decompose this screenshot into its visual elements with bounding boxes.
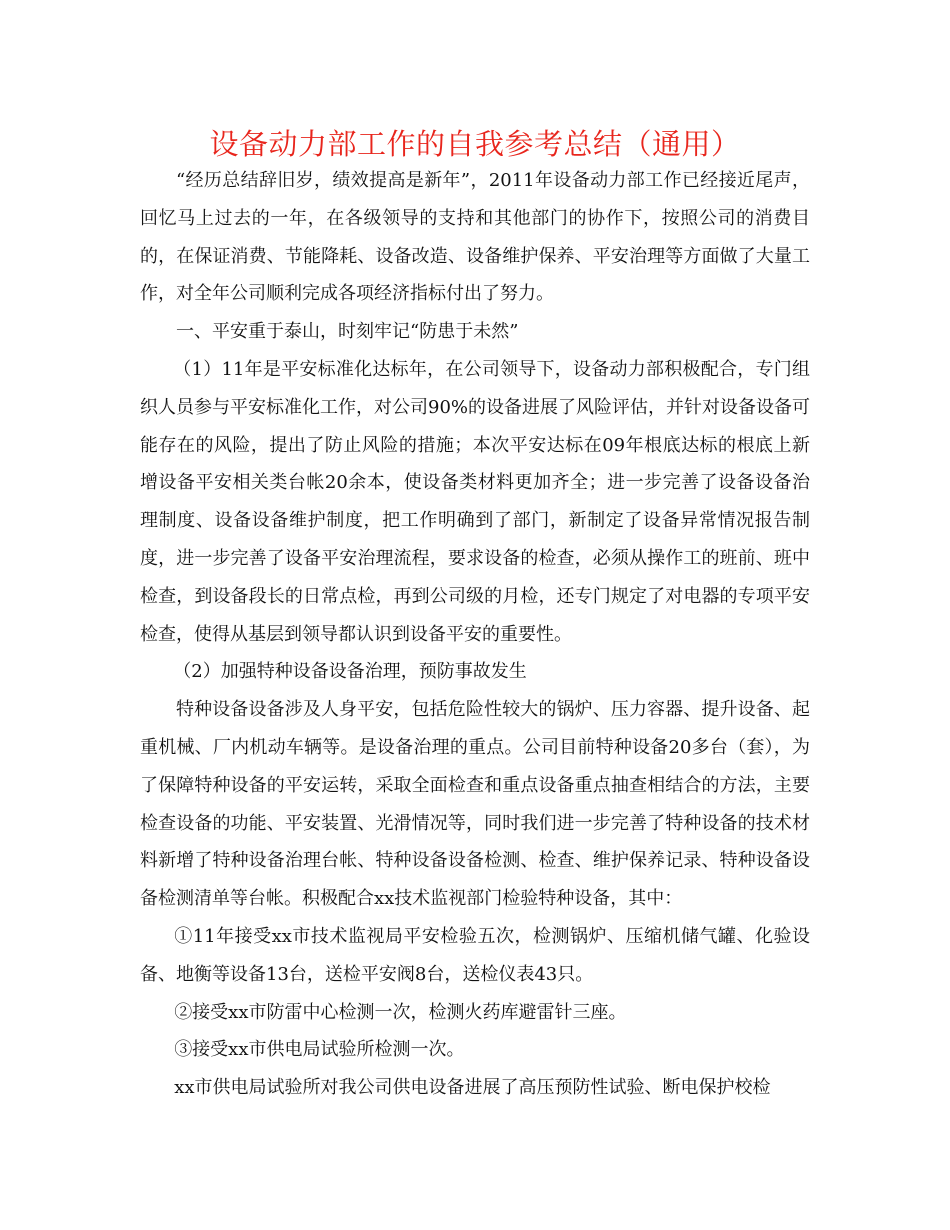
item-1-paragraph: （1）11年是平安标准化达标年，在公司领导下，设备动力部积极配合，专门组织人员参与平安标准化工作，对公司90%的设备进展了风险评估，并针对设备设备可能存在的风险，提出了防止风险的措施；本次平安达标在09年根底达标的根底上新增设备平安相关类台帐20余本，使设备类材料更加齐全；进一步完善了设备设备治理制度、设备设备维护制度，把工作明确到了部门，新制定了设备异常情况报告制度，进一步完善了设备平安治理流程，要求设备的检查，必须从操作工的班前、班中检查，到设备段长的日常点检，再到公司级的月检，还专门规定了对电器的专项平安检查，使得从基层到领导都认识到设备平安的重要性。	[140, 358, 811, 645]
inspection-item-2: ②接受xx市防雷中心检测一次，检测火药库避雷针三座。	[174, 1001, 627, 1023]
document-body	[140, 162, 810, 1107]
inspection-item-1: ①11年接受xx市技术监视局平安检验五次，检测锅炉、压缩机储气罐、化验设备、地衡等设备13台，送检平安阀8台，送检仪表43只。	[140, 925, 810, 985]
intro-paragraph: “经历总结辞旧岁，绩效提高是新年”，2011年设备动力部工作已经接近尾声，回忆马上过去的一年，在各级领导的支持和其他部门的协作下，按照公司的消费目的，在保证消费、节能降耗、设备改造、设备维护保养、平安治理等方面做了大量工作，对全年公司顺利完成各项经济指标付出了努力。	[140, 170, 810, 305]
item-2-heading: （2）加强特种设备设备治理，预防事故发生	[173, 661, 527, 683]
inspection-item-3: ③接受xx市供电局试验所检测一次。	[174, 1039, 465, 1061]
section-heading-1: 一、平安重于泰山，时刻牢记“防患于未然”	[176, 321, 519, 343]
document-title: 设备动力部工作的自我参考总结（通用）	[209, 127, 741, 161]
power-bureau-paragraph: xx市供电局试验所对我公司供电设备进展了高压预防性试验、断电保护校检	[174, 1077, 771, 1099]
special-equipment-paragraph: 特种设备设备涉及人身平安，包括危险性较大的锅炉、压力容器、提升设备、起重机械、厂内机动车辆等。是设备治理的重点。公司目前特种设备20多台（套），为了保障特种设备的平安运转，采取全面检查和重点设备重点抽查相结合的方法，主要检查设备的功能、平安装置、光滑情况等，同时我们进一步完善了特种设备的技术材料新增了特种设备治理台帐、特种设备设备检测、检查、维护保养记录、特种设备设备检测清单等台帐。积极配合xx技术监视部门检验特种设备，其中：	[140, 699, 810, 910]
